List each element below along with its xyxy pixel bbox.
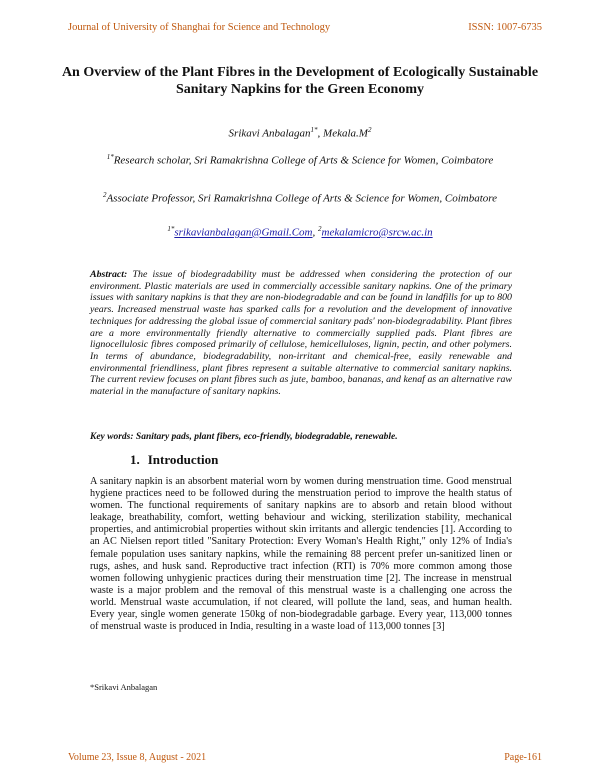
email-2-link[interactable]: mekalamicro@srcw.ac.in bbox=[321, 226, 433, 239]
abstract-label: Abstract: bbox=[90, 269, 128, 280]
abstract bbox=[90, 269, 512, 398]
affiliation-2 bbox=[100, 188, 500, 206]
email-1-sup: 1* bbox=[167, 225, 175, 233]
author-1: Srikavi Anbalagan bbox=[228, 127, 311, 140]
affiliation-2-sup: 2 bbox=[102, 191, 107, 199]
page-number: Page-161 bbox=[504, 752, 542, 763]
affiliation-1-sup: 1* bbox=[106, 153, 114, 161]
keywords: Key words: Sanitary pads, plant fibers, eco-friendly, biodegradable, renewable. bbox=[90, 432, 398, 442]
author-2: Mekala.M bbox=[323, 127, 368, 140]
section-heading bbox=[130, 452, 218, 468]
affiliation-1-text: Research scholar, Sri Ramakrishna College of Arts & Science for Women, Coimbatore bbox=[113, 154, 494, 167]
email-2-sup: 2 bbox=[318, 225, 322, 233]
paper-title: An Overview of the Plant Fibres in the Development of Ecologically Sustainable Sanitary Napkins for the Green Economy bbox=[61, 65, 539, 97]
author-1-sup: 1* bbox=[310, 126, 318, 134]
issn: ISSN: 1007-6735 bbox=[468, 22, 542, 33]
email-line bbox=[0, 225, 600, 239]
volume-info: Volume 23, Issue 8, August - 2021 bbox=[68, 752, 207, 763]
email-separator: , bbox=[312, 226, 318, 239]
abstract-text: The issue of biodegradability must be addressed when considering the protection of our environment. Plastic materials are used in commercially accessible sanitary napkins. One of the primary issues with sanitary napkins is that they are non-biodegradable and can be found in landfills for up to 800 years. Increased menstrual waste has sparked calls for a revolution and the development of innovative techniques for addressing the global issue of commercial sanitary pads' non-biodegradability. Plant fibres are a more environmentally friendly alternative to commercially supplied pads. Plant fibres are lignocellulosic fibres composed primarily of cellulose, hemicelluloses, lignin, pectin, and other polymers. In terms of abundance, biodegradability, non-irritant and chemical-free, easily renewable and environmental friendliness, plant fibres represent a suitable alternative to commercial sanitary napkins. The current review focuses on plant fibres such as jute, bamboo, bananas, and kenaf as an alternative raw material in the manufacture of sanitary napkins. bbox=[90, 269, 512, 398]
section-number: 1. bbox=[130, 452, 140, 467]
affiliation-2-text: Associate Professor, Sri Ramakrishna College of Arts & Science for Women, Coimbatore bbox=[106, 192, 498, 205]
affiliation-1 bbox=[100, 150, 500, 168]
author-separator: , bbox=[317, 127, 324, 140]
author-2-sup: 2 bbox=[367, 126, 372, 134]
journal-name: Journal of University of Shanghai for Science and Technology bbox=[68, 22, 331, 33]
footnote: *Srikavi Anbalagan bbox=[90, 682, 158, 692]
section-title: Introduction bbox=[147, 452, 219, 467]
author-line bbox=[0, 126, 600, 140]
email-1-link[interactable]: srikavianbalagan@Gmail.Com bbox=[174, 226, 313, 239]
introduction-text: A sanitary napkin is an absorbent material worn by women during menstruation time. Good menstrual hygiene practices need to be followed during the menstruation period to improve the health status of women. The functional requirements of sanitary napkins are to absorb and retain blood without leakage, breathability, comfort, wetting behaviour and wicking, sterilization stability, mechanical properties, and antimicrobial properties without skin irritants and allergic tendencies [1]. According to an AC Nielsen report titled "Sanitary Protection: Every Woman's Health Right," only 12% of India's female population uses sanitary napkins, while the remaining 88 percent prefer un-sanitized linen or rugs, ashes, and husk sand. Reproductive tract infection (RTI) is 70% more common among those women following unhygienic practices during their menstruation time [2]. The increase in menstrual waste is a major problem and the removal of this menstrual waste is a challenging one across the world. Menstrual waste accumulation, if not cleared, will pollute the land, seas, and human health. Every year, single women generate 150kg of non-biodegradable garbage. Every year, 113,000 tonnes of menstrual waste is produced in India, resulting in a waste load of 113,000 tonnes [3] bbox=[90, 476, 512, 633]
